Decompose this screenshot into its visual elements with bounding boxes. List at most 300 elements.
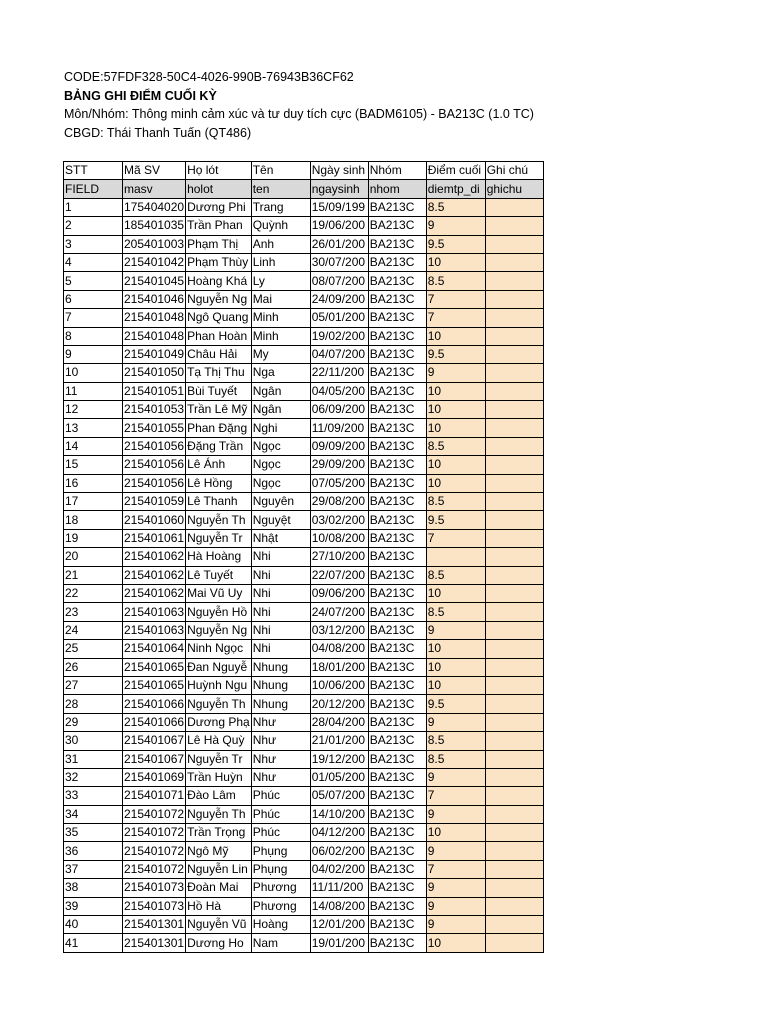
cell-ghichu[interactable] [485, 916, 543, 934]
table-row [64, 787, 544, 805]
cell-ngaysinh: 06/02/200 [310, 842, 368, 860]
cell-masv: 215401048 [123, 309, 186, 327]
cell-nhom: BA213C [368, 493, 426, 511]
table-row [64, 309, 544, 327]
cell-ten: Ngân [251, 401, 310, 419]
cell-ghichu[interactable] [485, 860, 543, 878]
cell-diem[interactable]: 7 [426, 290, 485, 308]
cell-masv: 215401051 [123, 382, 186, 400]
cell-ngaysinh: 19/06/200 [310, 217, 368, 235]
cell-holot: Phan Hoàn [186, 327, 252, 345]
document-title: BẢNG GHI ĐIỂM CUỐI KỲ [64, 88, 217, 103]
table-row [64, 640, 544, 658]
cell-holot: Đan Nguyễ [186, 658, 252, 676]
cell-ghichu[interactable] [485, 603, 543, 621]
cell-ghichu[interactable] [485, 676, 543, 694]
cell-stt: 8 [64, 327, 123, 345]
cell-masv: 215401066 [123, 713, 186, 731]
cell-stt: 33 [64, 787, 123, 805]
cell-stt: 9 [64, 345, 123, 363]
cell-ngaysinh: 22/11/200 [310, 364, 368, 382]
table-row [64, 493, 544, 511]
cell-ngaysinh: 05/01/200 [310, 309, 368, 327]
cell-ghichu[interactable] [485, 934, 543, 952]
cell-masv: 215401062 [123, 548, 186, 566]
cell-diem[interactable]: 10 [426, 474, 485, 492]
table-row [64, 842, 544, 860]
field-cell-ngaysinh: ngaysinh [310, 180, 368, 198]
cell-stt: 38 [64, 879, 123, 897]
cell-ghichu[interactable] [485, 805, 543, 823]
table-row [64, 511, 544, 529]
cell-diem[interactable]: 7 [426, 787, 485, 805]
cell-ghichu[interactable] [485, 584, 543, 602]
cell-ten: Như [251, 750, 310, 768]
table-row [64, 713, 544, 731]
cell-stt: 17 [64, 493, 123, 511]
cell-masv: 215401073 [123, 879, 186, 897]
cell-diem[interactable]: 10 [426, 419, 485, 437]
cell-ngaysinh: 06/09/200 [310, 401, 368, 419]
cell-stt: 5 [64, 272, 123, 290]
cell-nhom: BA213C [368, 529, 426, 547]
cell-stt: 7 [64, 309, 123, 327]
cell-stt: 25 [64, 640, 123, 658]
cell-ngaysinh: 18/01/200 [310, 658, 368, 676]
cell-ngaysinh: 28/04/200 [310, 713, 368, 731]
cell-ngaysinh: 20/12/200 [310, 695, 368, 713]
cell-ghichu[interactable] [485, 529, 543, 547]
cell-diem[interactable]: 9 [426, 897, 485, 915]
cell-holot: Lê Thanh [186, 493, 252, 511]
cell-ten: Minh [251, 327, 310, 345]
cell-holot: Huỳnh Ngu [186, 676, 252, 694]
cell-holot: Phan Đặng [186, 419, 252, 437]
cell-masv: 215401073 [123, 897, 186, 915]
cell-holot: Hồ Hà [186, 897, 252, 915]
cell-diem[interactable]: 10 [426, 382, 485, 400]
cell-ten: Phúc [251, 805, 310, 823]
document-header [64, 68, 534, 142]
cell-nhom: BA213C [368, 713, 426, 731]
cell-ghichu[interactable] [485, 456, 543, 474]
table-row [64, 824, 544, 842]
cell-ghichu[interactable] [485, 566, 543, 584]
cell-ghichu[interactable] [485, 235, 543, 253]
cell-masv: 215401048 [123, 327, 186, 345]
cell-nhom: BA213C [368, 566, 426, 584]
table-row [64, 217, 544, 235]
cell-holot: Trần Huỳn [186, 768, 252, 786]
cell-ghichu[interactable] [485, 787, 543, 805]
cell-diem[interactable]: 9 [426, 842, 485, 860]
cell-diem[interactable]: 9 [426, 768, 485, 786]
cell-ngaysinh: 07/05/200 [310, 474, 368, 492]
cell-ten: Quỳnh [251, 217, 310, 235]
cell-ghichu[interactable] [485, 382, 543, 400]
cell-stt: 32 [64, 768, 123, 786]
cell-holot: Dương Ho [186, 934, 252, 952]
cell-ghichu[interactable] [485, 327, 543, 345]
cell-holot: Đoàn Mai [186, 879, 252, 897]
header-cell-ten: Tên [251, 162, 310, 180]
cell-nhom: BA213C [368, 621, 426, 639]
cell-holot: Hà Hoàng [186, 548, 252, 566]
cell-holot: Phạm Thùy [186, 253, 252, 271]
cell-diem[interactable]: 10 [426, 456, 485, 474]
cell-diem[interactable]: 9.5 [426, 345, 485, 363]
cell-holot: Lê Hà Quỳ [186, 732, 252, 750]
cell-ten: Nhi [251, 603, 310, 621]
cell-stt: 18 [64, 511, 123, 529]
cell-ten: Phúc [251, 824, 310, 842]
cell-nhom: BA213C [368, 419, 426, 437]
cell-stt: 12 [64, 401, 123, 419]
cell-holot: Nguyễn Ng [186, 621, 252, 639]
table-row [64, 456, 544, 474]
cell-ten: Nhi [251, 584, 310, 602]
cell-stt: 29 [64, 713, 123, 731]
cell-nhom: BA213C [368, 548, 426, 566]
cell-stt: 15 [64, 456, 123, 474]
cell-holot: Ngô Quang [186, 309, 252, 327]
lecturer-line: CBGD: Thái Thanh Tuấn (QT486) [64, 125, 252, 140]
table-row [64, 327, 544, 345]
cell-nhom: BA213C [368, 364, 426, 382]
table-row [64, 805, 544, 823]
cell-ten: Linh [251, 253, 310, 271]
cell-ten: Nhi [251, 566, 310, 584]
cell-diem[interactable]: 9.5 [426, 511, 485, 529]
cell-diem[interactable]: 9 [426, 879, 485, 897]
table-row [64, 676, 544, 694]
cell-ghichu[interactable] [485, 897, 543, 915]
cell-holot: Mai Vũ Uy [186, 584, 252, 602]
field-cell-masv: masv [123, 180, 186, 198]
cell-ngaysinh: 04/07/200 [310, 345, 368, 363]
cell-diem[interactable]: 7 [426, 529, 485, 547]
field-cell-holot: holot [186, 180, 252, 198]
cell-ten: Phương [251, 897, 310, 915]
table-row [64, 419, 544, 437]
cell-ghichu[interactable] [485, 290, 543, 308]
cell-ten: Phương [251, 879, 310, 897]
cell-ngaysinh: 09/09/200 [310, 437, 368, 455]
cell-ghichu[interactable] [485, 548, 543, 566]
cell-nhom: BA213C [368, 695, 426, 713]
cell-ten: Nhật [251, 529, 310, 547]
cell-stt: 35 [64, 824, 123, 842]
cell-ghichu[interactable] [485, 419, 543, 437]
table-row [64, 658, 544, 676]
cell-nhom: BA213C [368, 401, 426, 419]
cell-ten: Nhung [251, 676, 310, 694]
cell-stt: 2 [64, 217, 123, 235]
cell-stt: 30 [64, 732, 123, 750]
cell-ngaysinh: 22/07/200 [310, 566, 368, 584]
subject-line: Môn/Nhóm: Thông minh cảm xúc và tư duy tích cực (BADM6105) - BA213C (1.0 TC) [64, 107, 534, 121]
cell-diem[interactable]: 8.5 [426, 198, 485, 216]
field-cell-stt: FIELD [64, 180, 123, 198]
grades-table [63, 161, 544, 953]
cell-diem[interactable]: 7 [426, 860, 485, 878]
cell-ghichu[interactable] [485, 217, 543, 235]
cell-ghichu[interactable] [485, 879, 543, 897]
cell-ngaysinh: 15/09/199 [310, 198, 368, 216]
cell-nhom: BA213C [368, 511, 426, 529]
cell-ten: Nga [251, 364, 310, 382]
cell-holot: Ngô Mỹ [186, 842, 252, 860]
cell-ghichu[interactable] [485, 511, 543, 529]
table-row [64, 290, 544, 308]
cell-diem[interactable]: 9 [426, 621, 485, 639]
cell-diem[interactable]: 8.5 [426, 732, 485, 750]
cell-masv: 215401301 [123, 916, 186, 934]
cell-stt: 28 [64, 695, 123, 713]
cell-diem[interactable]: 10 [426, 327, 485, 345]
cell-stt: 21 [64, 566, 123, 584]
cell-nhom: BA213C [368, 658, 426, 676]
cell-ten: Nhi [251, 621, 310, 639]
table-row [64, 401, 544, 419]
cell-holot: Nguyễn Tr [186, 529, 252, 547]
cell-diem[interactable]: 8.5 [426, 493, 485, 511]
cell-diem[interactable]: 8.5 [426, 437, 485, 455]
cell-diem[interactable]: 9 [426, 713, 485, 731]
cell-ghichu[interactable] [485, 732, 543, 750]
cell-ghichu[interactable] [485, 750, 543, 768]
table-row [64, 603, 544, 621]
cell-ghichu[interactable] [485, 272, 543, 290]
cell-ghichu[interactable] [485, 437, 543, 455]
cell-holot: Lê Hồng [186, 474, 252, 492]
cell-ghichu[interactable] [485, 842, 543, 860]
cell-ten: Nguyên [251, 493, 310, 511]
cell-stt: 40 [64, 916, 123, 934]
cell-masv: 215401059 [123, 493, 186, 511]
cell-ten: Hoàng [251, 916, 310, 934]
cell-stt: 11 [64, 382, 123, 400]
table-row [64, 732, 544, 750]
cell-holot: Dương Phi [186, 198, 252, 216]
cell-ghichu[interactable] [485, 253, 543, 271]
cell-masv: 215401060 [123, 511, 186, 529]
cell-ghichu[interactable] [485, 768, 543, 786]
cell-nhom: BA213C [368, 382, 426, 400]
table-row [64, 695, 544, 713]
cell-diem[interactable]: 10 [426, 824, 485, 842]
cell-masv: 205401003 [123, 235, 186, 253]
cell-masv: 215401065 [123, 676, 186, 694]
cell-diem[interactable]: 10 [426, 658, 485, 676]
cell-ghichu[interactable] [485, 713, 543, 731]
cell-nhom: BA213C [368, 897, 426, 915]
table-row [64, 566, 544, 584]
cell-masv: 215401071 [123, 787, 186, 805]
cell-nhom: BA213C [368, 787, 426, 805]
cell-ten: Ngân [251, 382, 310, 400]
cell-ten: Như [251, 768, 310, 786]
cell-diem[interactable]: 10 [426, 253, 485, 271]
cell-diem[interactable]: 8.5 [426, 566, 485, 584]
cell-diem[interactable]: 9.5 [426, 695, 485, 713]
cell-masv: 215401056 [123, 474, 186, 492]
cell-stt: 24 [64, 621, 123, 639]
field-cell-nhom: nhom [368, 180, 426, 198]
cell-ngaysinh: 12/01/200 [310, 916, 368, 934]
field-cell-diem: diemtp_di [426, 180, 485, 198]
cell-masv: 215401056 [123, 456, 186, 474]
cell-diem[interactable]: 10 [426, 401, 485, 419]
cell-holot: Nguyễn Lin [186, 860, 252, 878]
cell-ghichu[interactable] [485, 474, 543, 492]
cell-holot: Nguyễn Vũ [186, 916, 252, 934]
cell-masv: 215401046 [123, 290, 186, 308]
cell-masv: 215401067 [123, 750, 186, 768]
cell-ngaysinh: 19/12/200 [310, 750, 368, 768]
cell-diem[interactable]: 9 [426, 805, 485, 823]
cell-stt: 1 [64, 198, 123, 216]
cell-ngaysinh: 04/12/200 [310, 824, 368, 842]
cell-nhom: BA213C [368, 824, 426, 842]
table-row [64, 253, 544, 271]
cell-holot: Trần Lê Mỹ [186, 401, 252, 419]
cell-ghichu[interactable] [485, 658, 543, 676]
cell-holot: Hoàng Khá [186, 272, 252, 290]
cell-ghichu[interactable] [485, 198, 543, 216]
cell-ngaysinh: 24/09/200 [310, 290, 368, 308]
cell-holot: Nguyễn Th [186, 695, 252, 713]
cell-masv: 215401064 [123, 640, 186, 658]
cell-masv: 185401035 [123, 217, 186, 235]
table-header-row [64, 162, 544, 180]
cell-diem[interactable] [426, 548, 485, 566]
table-row [64, 934, 544, 952]
cell-diem[interactable]: 7 [426, 309, 485, 327]
cell-ngaysinh: 03/12/200 [310, 621, 368, 639]
cell-nhom: BA213C [368, 584, 426, 602]
cell-nhom: BA213C [368, 934, 426, 952]
cell-ghichu[interactable] [485, 640, 543, 658]
cell-ngaysinh: 03/02/200 [310, 511, 368, 529]
cell-diem[interactable]: 10 [426, 934, 485, 952]
cell-masv: 215401053 [123, 401, 186, 419]
cell-diem[interactable]: 10 [426, 584, 485, 602]
cell-masv: 215401065 [123, 658, 186, 676]
cell-stt: 10 [64, 364, 123, 382]
table-row [64, 916, 544, 934]
cell-stt: 22 [64, 584, 123, 602]
table-row [64, 235, 544, 253]
cell-ten: Minh [251, 309, 310, 327]
cell-stt: 6 [64, 290, 123, 308]
cell-masv: 215401061 [123, 529, 186, 547]
field-cell-ten: ten [251, 180, 310, 198]
cell-stt: 20 [64, 548, 123, 566]
table-row [64, 437, 544, 455]
cell-ten: Ly [251, 272, 310, 290]
cell-ten: Nguyệt [251, 511, 310, 529]
cell-diem[interactable]: 8.5 [426, 272, 485, 290]
cell-ngaysinh: 19/02/200 [310, 327, 368, 345]
cell-diem[interactable]: 9 [426, 217, 485, 235]
cell-nhom: BA213C [368, 290, 426, 308]
cell-ghichu[interactable] [485, 309, 543, 327]
cell-ghichu[interactable] [485, 493, 543, 511]
cell-stt: 31 [64, 750, 123, 768]
cell-nhom: BA213C [368, 805, 426, 823]
cell-ten: Anh [251, 235, 310, 253]
table-field-row [64, 180, 544, 198]
cell-nhom: BA213C [368, 235, 426, 253]
cell-nhom: BA213C [368, 732, 426, 750]
cell-masv: 215401062 [123, 566, 186, 584]
cell-masv: 215401069 [123, 768, 186, 786]
cell-nhom: BA213C [368, 437, 426, 455]
cell-ghichu[interactable] [485, 401, 543, 419]
cell-ngaysinh: 24/07/200 [310, 603, 368, 621]
grades-table-body [64, 162, 544, 953]
header-cell-nhom: Nhóm [368, 162, 426, 180]
cell-ghichu[interactable] [485, 621, 543, 639]
cell-ghichu[interactable] [485, 695, 543, 713]
table-row [64, 879, 544, 897]
cell-stt: 16 [64, 474, 123, 492]
cell-ten: Ngọc [251, 437, 310, 455]
header-cell-stt: STT [64, 162, 123, 180]
cell-ten: Nam [251, 934, 310, 952]
cell-masv: 215401049 [123, 345, 186, 363]
cell-masv: 215401063 [123, 621, 186, 639]
header-cell-ngaysinh: Ngày sinh [310, 162, 368, 180]
cell-ngaysinh: 14/10/200 [310, 805, 368, 823]
cell-ghichu[interactable] [485, 345, 543, 363]
cell-ngaysinh: 08/07/200 [310, 272, 368, 290]
cell-ngaysinh: 29/09/200 [310, 456, 368, 474]
cell-diem[interactable]: 9 [426, 364, 485, 382]
cell-stt: 19 [64, 529, 123, 547]
cell-diem[interactable]: 10 [426, 676, 485, 694]
cell-nhom: BA213C [368, 345, 426, 363]
cell-diem[interactable]: 10 [426, 640, 485, 658]
cell-diem[interactable]: 9.5 [426, 235, 485, 253]
cell-ten: Như [251, 732, 310, 750]
cell-holot: Dương Phạ [186, 713, 252, 731]
cell-masv: 215401072 [123, 824, 186, 842]
cell-ngaysinh: 05/07/200 [310, 787, 368, 805]
cell-diem[interactable]: 9 [426, 916, 485, 934]
cell-nhom: BA213C [368, 272, 426, 290]
cell-nhom: BA213C [368, 640, 426, 658]
header-cell-holot: Họ lót [186, 162, 252, 180]
cell-masv: 215401066 [123, 695, 186, 713]
table-row [64, 529, 544, 547]
cell-ghichu[interactable] [485, 824, 543, 842]
cell-stt: 39 [64, 897, 123, 915]
cell-ngaysinh: 04/02/200 [310, 860, 368, 878]
table-row [64, 364, 544, 382]
cell-nhom: BA213C [368, 676, 426, 694]
cell-ghichu[interactable] [485, 364, 543, 382]
cell-ten: Nghi [251, 419, 310, 437]
cell-ten: My [251, 345, 310, 363]
cell-diem[interactable]: 8.5 [426, 750, 485, 768]
cell-diem[interactable]: 8.5 [426, 603, 485, 621]
cell-ngaysinh: 26/01/200 [310, 235, 368, 253]
cell-ten: Nhi [251, 548, 310, 566]
cell-ten: Mai [251, 290, 310, 308]
cell-masv: 215401072 [123, 842, 186, 860]
